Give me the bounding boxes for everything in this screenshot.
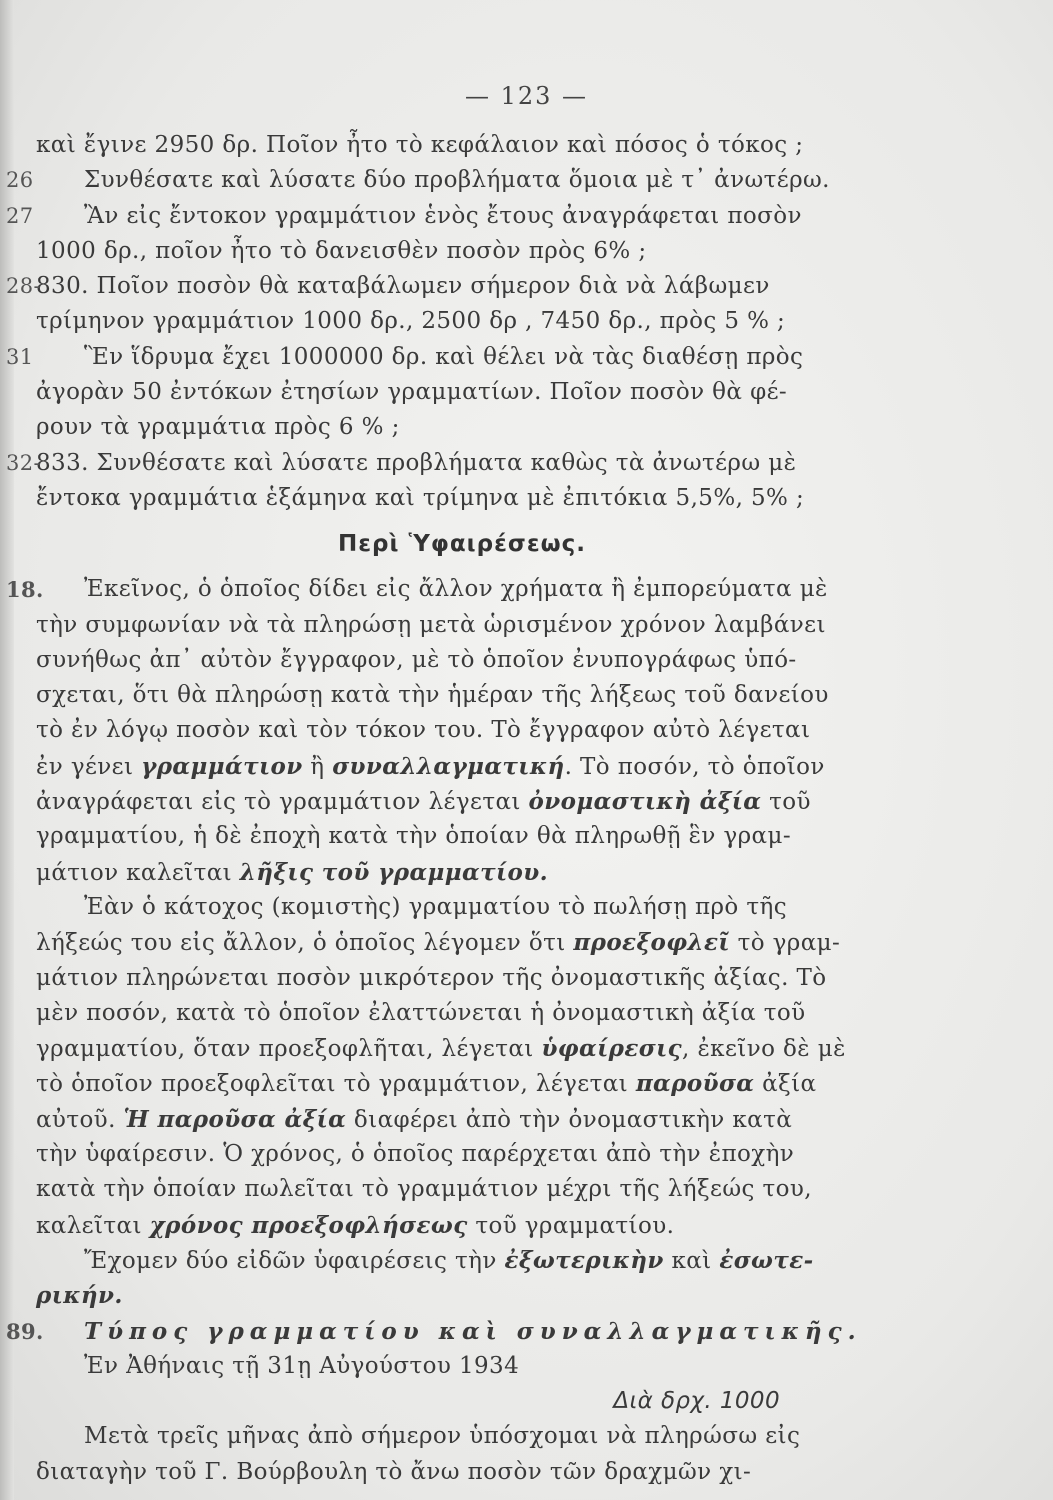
exercise-text: ρουν τὰ γραμμάτια πρὸς 6 % ; [36, 414, 400, 441]
section-88 [6, 572, 888, 1313]
section-number: 18. [6, 577, 44, 603]
term-parousa-axia: Ἡ παροῦσα ἀξία [123, 1105, 347, 1133]
paragraph-line: διαταγὴν τοῦ Γ. Βούρβουλη τὸ ἄνω ποσὸν τῶν δραχμῶν χι- [36, 1458, 752, 1485]
paragraph-line: Μετὰ τρεῖς μῆνας ἀπὸ σήμερον ὑπόσχομαι νὰ πληρώσω εἰς [84, 1423, 801, 1450]
section-number: 89. [6, 1318, 44, 1344]
paragraph-line: αὐτοῦ. Ἡ παροῦσα ἀξία διαφέρει ἀπὸ τὴν ὀνομαστικὴν κατὰ [36, 1105, 793, 1133]
margin-exercise-number: 31 [6, 344, 34, 369]
term-yfairesis: ὑφαίρεσις [541, 1035, 683, 1063]
paragraph-line: λήξεώς του εἰς ἄλλον, ὁ ὁποῖος λέγομεν ὅτι προεξοφλεῖ τὸ γραμ- [36, 929, 841, 957]
term-esoteriki: ἐσωτε- [719, 1246, 814, 1274]
exercise-text: ἀγορὰν 50 ἐντόκων ἐτησίων γραμματίων. Ποῖον ποσὸν θὰ φέ- [36, 379, 788, 406]
term-proexoflei: προεξοφλεῖ [573, 929, 730, 957]
paragraph-line: Ἔχομεν δύο εἰδῶν ὑφαιρέσεις τὴν ἐξωτερικὴν καὶ ἐσωτε- [84, 1246, 814, 1274]
paragraph-line: μὲν ποσόν, κατὰ τὸ ὁποῖον ἐλαττώνεται ἡ ὀνομαστικὴ ἀξία τοῦ [36, 999, 806, 1026]
exercise-line [6, 340, 888, 375]
paragraph-line: 18. Ἐκεῖνος, ὁ ὁποῖος δίδει εἰς ἄλλον χρήματα ἢ ἐμπορεύματα μὲ [36, 572, 888, 607]
exercise-text: Ἓν ἵδρυμα ἔχει 1000000 δρ. καὶ θέλει νὰ τὰς διαθέσῃ πρὸς [84, 343, 804, 370]
exercise-text: 830. Ποῖον ποσὸν θὰ καταβάλωμεν σήμερον διὰ νὰ λάβωμεν [36, 273, 770, 300]
margin-exercise-number: 27 [6, 203, 34, 228]
paragraph-line: σχεται, ὅτι θὰ πληρώσῃ κατὰ τὴν ἡμέραν τῆς λήξεως τοῦ δανείου [36, 682, 829, 709]
paragraph-line: τὴν συμφωνίαν νὰ τὰ πληρώσῃ μετὰ ὡρισμένον χρόνον λαμβάνει [36, 611, 826, 638]
paragraph-line: τὸ ἐν λόγῳ ποσὸν καὶ τὸν τόκον του. Τὸ ἔγγραφον αὐτὸ λέγεται [36, 717, 811, 744]
exercise-text: ἔντοκα γραμμάτια ἑξάμηνα καὶ τρίμηνα μὲ ἐπιτόκια 5,5%, 5% ; [36, 484, 805, 511]
term-synallagmatiki: συναλλαγματική [332, 752, 565, 780]
paragraph-line: γραμματίου, ὅταν προεξοφλῆται, λέγεται ὑφαίρεσις, ἐκεῖνο δὲ μὲ [36, 1035, 846, 1063]
term-exoteriki: ἐξωτερικὴν [504, 1246, 664, 1274]
paragraph-line: ἀναγράφεται εἰς τὸ γραμμάτιον λέγεται ὀνομαστικὴ ἀξία τοῦ [36, 788, 811, 816]
exercise-list [6, 128, 888, 516]
exercise-line [36, 481, 888, 516]
exercise-text: Ἂν εἰς ἔντοκον γραμμάτιον ἑνὸς ἔτους ἀναγράφεται ποσὸν [84, 202, 802, 229]
paragraph-line: κατὰ τὴν ὁποίαν πωλεῖται τὸ γραμμάτιον μέχρι τῆς λήξεώς του, [36, 1176, 812, 1203]
section-heading: Περὶ Ὑφαιρέσεως. [338, 531, 586, 558]
paragraph-line: συνήθως ἀπ᾽ αὐτὸν ἔγγραφον, μὲ τὸ ὁποῖον ἐνυπογράφως ὑπό- [36, 646, 797, 673]
body-text [6, 128, 888, 1490]
margin-exercise-number: 28- [6, 274, 42, 299]
paragraph-line: καλεῖται χρόνος προεξοφλήσεως τοῦ γραμματίου. [36, 1211, 675, 1239]
exercise-text: 1000 δρ., ποῖον ἦτο τὸ δανεισθὲν ποσὸν πρὸς 6% ; [36, 237, 647, 264]
section-title-line [6, 1314, 888, 1349]
exercise-text: καὶ ἔγινε 2950 δρ. Ποῖον ἦτο τὸ κεφάλαιον καὶ πόσος ὁ τόκος ; [36, 132, 804, 158]
paragraph-line: τὴν ὑφαίρεσιν. Ὁ χρόνος, ὁ ὁποῖος παρέρχεται ἀπὸ τὴν ἐποχὴν [36, 1141, 795, 1168]
section-title: Τύπος γραμματίου καὶ συναλλαγματικῆς. [84, 1317, 862, 1345]
paragraph-line: ρικήν. [36, 1282, 123, 1310]
exercise-text: 833. Συνθέσατε καὶ λύσατε προβλήματα καθὼς τὰ ἀνωτέρω μὲ [36, 449, 797, 476]
exercise-line [6, 446, 888, 481]
exercise-line [36, 375, 888, 410]
exercise-line [36, 410, 888, 445]
term-onomastiki-axia: ὀνομαστικὴ ἀξία [528, 788, 762, 816]
paragraph-line: μάτιον καλεῖται λῆξις τοῦ γραμματίου. [36, 858, 549, 886]
term-parousa: παροῦσα [635, 1070, 755, 1098]
exercise-text: τρίμηνον γραμμάτιον 1000 δρ., 2500 δρ , 7450 δρ., πρὸς 5 % ; [36, 308, 786, 335]
paragraph-line: ἐν γένει γραμμάτιον ἢ συναλλαγματική. Τὸ ποσόν, τὸ ὁποῖον [36, 752, 825, 780]
page-number: — 123 — [464, 82, 589, 110]
term-grammatio: γραμμάτιον [141, 752, 303, 780]
paragraph-line: τὸ ὁποῖον προεξοφλεῖται τὸ γραμμάτιον, λέγεται παροῦσα ἀξία [36, 1070, 817, 1098]
paragraph-line: γραμματίου, ἡ δὲ ἐποχὴ κατὰ τὴν ὁποίαν θὰ πληρωθῇ ἓν γραμ- [36, 823, 791, 850]
margin-exercise-number: 26 [6, 168, 34, 193]
section-89 [6, 1314, 888, 1490]
margin-exercise-number: 32- [6, 450, 42, 475]
exercise-line [6, 163, 888, 198]
term-xronos-proexoflisews: χρόνος προεξοφλήσεως [149, 1211, 468, 1239]
exercise-line [36, 234, 888, 269]
exercise-line [6, 269, 888, 304]
paragraph-line: μάτιον πληρώνεται ποσὸν μικρότερον τῆς ὀνομαστικῆς ἀξίας. Τὸ [36, 964, 827, 991]
term-lixis: λῆξις τοῦ γραμματίου. [239, 858, 549, 886]
promissory-date: Ἐν Ἀθήναις τῇ 31ῃ Αὐγούστου 1934 [84, 1352, 520, 1379]
promissory-amount: Διὰ δρχ. 1000 [613, 1388, 780, 1415]
paragraph-line: Ἐὰν ὁ κάτοχος (κομιστὴς) γραμματίου τὸ πωλήσῃ πρὸ τῆς [84, 893, 787, 920]
exercise-line [6, 199, 888, 234]
exercise-line [36, 304, 888, 339]
exercise-text: Συνθέσατε καὶ λύσατε δύο προβλήματα ὅμοια μὲ τ᾽ ἀνωτέρω. [84, 167, 830, 194]
exercise-line [36, 128, 888, 163]
